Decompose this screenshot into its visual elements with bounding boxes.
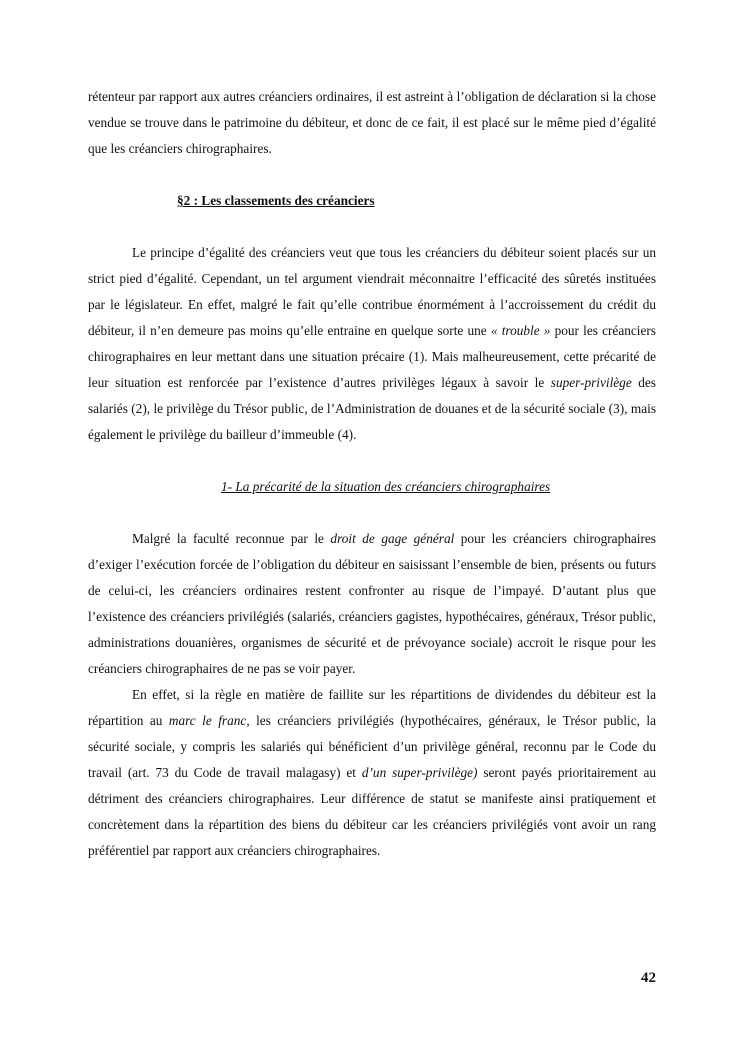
- paragraph-2-text-c: pour les créanciers chirographaires en leur mettant dans une situation précaire (1). Mais malheureusement, cette précarité de leur situation est renforcée par l’existence d’autres privilèges légaux à savoir le: [88, 323, 656, 390]
- paragraph-4: [88, 682, 656, 864]
- paragraph-4-emphasis-marc-le-franc: marc le franc: [168, 713, 247, 728]
- paragraph-2-emphasis-trouble: « trouble »: [490, 323, 551, 338]
- paragraph-2: [88, 240, 656, 448]
- paragraph-4-emphasis-super-privilege: d’un super-privilège): [361, 765, 478, 780]
- paragraph-2-text-a: Le principe d’égalité des créanciers veut que tous les créanciers du débiteur soient placés sur un strict pied d’égalité. Cependant, un tel argument viendrait méconnaitre l’efficacité des sûretés instituées par le législateur. En effet, malgré le fait qu’elle contribue énormément à l’accroissement du crédit du débiteur, il n’en demeure pas moins qu’elle entraine en quelque sorte une: [88, 245, 656, 338]
- paragraph-4-text-e: seront payés prioritairement au détriment des créanciers chirographaires. Leur différence de statut se manifeste ainsi pratiquement et concrètement dans la répartition des biens du débiteur car les créanciers privilégiés vont avoir un rang préférentiel par rapport aux créanciers chirographaires.: [88, 765, 656, 858]
- document-page: [88, 84, 656, 864]
- page-number: 42: [641, 970, 656, 986]
- paragraph-1: rétenteur par rapport aux autres créanciers ordinaires, il est astreint à l’obligation de déclaration si la chose vendue se trouve dans le patrimoine du débiteur, et donc de ce fait, il est placé sur le même pied d’égalité que les créanciers chirographaires.: [88, 89, 656, 156]
- paragraph-3: [88, 526, 656, 682]
- paragraph-2-emphasis-super-privilege: super-privilège: [550, 375, 632, 390]
- subsection-heading: 1- La précarité de la situation des créanciers chirographaires: [221, 479, 551, 494]
- paragraph-3-text-a: Malgré la faculté reconnue par le: [132, 531, 331, 546]
- paragraph-2-text-e: des salariés (2), le privilège du Trésor public, de l’Administration de douanes et de la sécurité sociale (3), mais également le privilège du bailleur d’immeuble (4).: [88, 375, 656, 442]
- section-heading: §2 : Les classements des créanciers: [177, 193, 375, 208]
- paragraph-3-text-c: pour les créanciers chirographaires d’exiger l’exécution forcée de l’obligation du débiteur en saisissant l’ensemble de bien, présents ou futurs de celui-ci, les créanciers ordinaires restent confronter au risque de l’impayé. D’autant plus que l’existence des créanciers privilégiés (salariés, créanciers gagistes, hypothécaires, généraux, Trésor public, administrations douanières, organismes de sécurité et de prévoyance sociale) accroit le risque pour les créanciers chirographaires de ne pas se voir payer.: [88, 531, 656, 676]
- paragraph-4-text-a: En effet, si la règle en matière de faillite sur les répartitions de dividendes du débiteur est la répartition au: [88, 687, 656, 728]
- paragraph-4-text-c: , les créanciers privilégiés (hypothécaires, généraux, le Trésor public, la sécurité sociale, y compris les salariés qui bénéficient d’un privilège général, reconnu par le Code du travail (art. 73 du Code de travail malagasy) et: [88, 713, 656, 780]
- paragraph-3-emphasis-droit-de-gage: droit de gage général: [330, 531, 455, 546]
